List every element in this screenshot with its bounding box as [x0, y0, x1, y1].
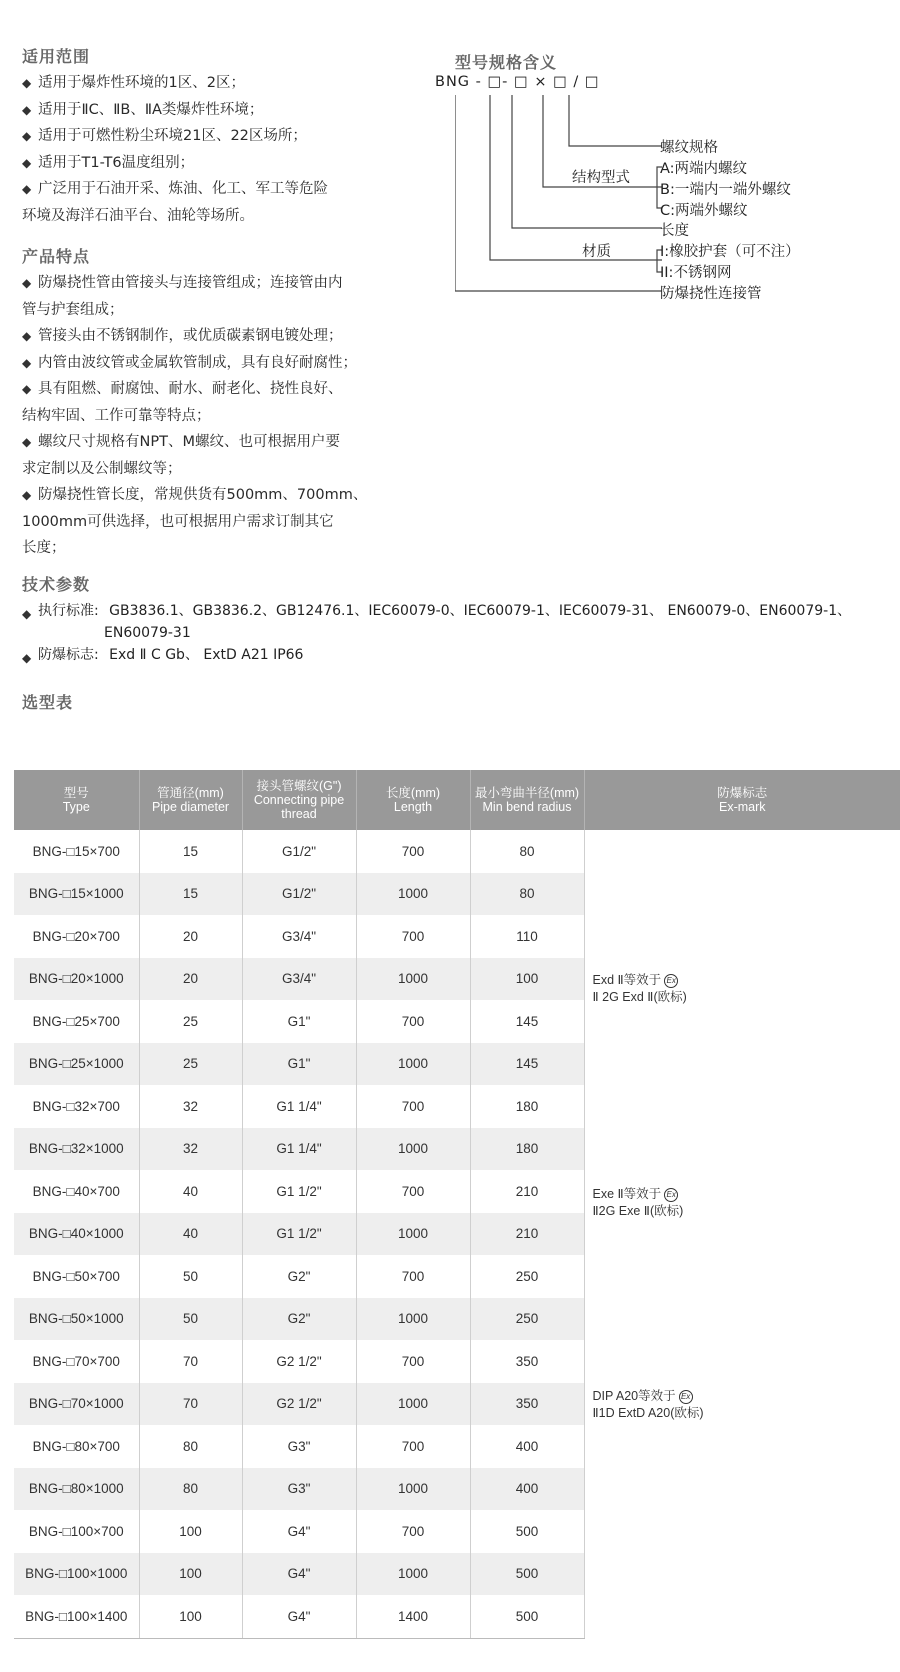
- table-cell: 40: [139, 1170, 242, 1213]
- table-cell: BNG-□50×1000: [14, 1298, 139, 1341]
- scope-list: [22, 70, 422, 229]
- column-header: [14, 770, 139, 830]
- scope-item: [22, 97, 422, 124]
- column-header-cn: 型号: [63, 786, 89, 800]
- column-header-cn: 最小弯曲半径(mm): [474, 786, 580, 800]
- features-item: [22, 429, 422, 482]
- features-item: [22, 376, 422, 429]
- table-cell: 70: [139, 1383, 242, 1426]
- exmark-value: Exd Ⅱ C Gb、 ExtD A21 IP66: [109, 647, 304, 663]
- features-item-line: 长度；: [22, 540, 66, 556]
- table-cell: 700: [356, 1425, 470, 1468]
- table-cell: 15: [139, 873, 242, 916]
- table-cell: G3": [242, 1425, 356, 1468]
- column-header-en: Ex-mark: [718, 800, 766, 814]
- table-cell: BNG-□80×700: [14, 1425, 139, 1468]
- column-header-en: Connecting pipe thread: [253, 793, 345, 821]
- features-item-line: 管与护套组成；: [22, 301, 124, 318]
- table-cell: 700: [356, 1340, 470, 1383]
- ex-symbol-icon: Ex: [679, 1390, 693, 1404]
- table-cell: 50: [139, 1298, 242, 1341]
- table-cell: BNG-□20×1000: [14, 958, 139, 1001]
- table-cell: 20: [139, 915, 242, 958]
- table-cell: 700: [356, 1000, 470, 1043]
- table-header-row: [14, 770, 900, 830]
- table-cell: 80: [470, 830, 584, 873]
- features-item-line: ◆ 防爆挠性管由管接头与连接管组成；连接管由内: [38, 275, 343, 291]
- structure-option-b: B:一端内一端外螺纹: [660, 182, 791, 198]
- features-item-line: ◆ 防爆挠性管长度，常规供货有500mm、700mm、: [38, 487, 368, 503]
- table-cell: 700: [356, 1510, 470, 1553]
- features-item: [22, 270, 422, 323]
- table-cell: G4": [242, 1595, 356, 1638]
- table-cell: 700: [356, 1255, 470, 1298]
- ex-mark-note-line2: Ⅱ2G Exe Ⅱ(欧标): [592, 1204, 684, 1218]
- table-cell: BNG-□100×1400: [14, 1595, 139, 1638]
- scope-item: [22, 123, 422, 150]
- ex-mark-note: [593, 1186, 684, 1220]
- features-item: [22, 350, 422, 377]
- table-cell: BNG-□70×700: [14, 1340, 139, 1383]
- structure-option-c: C:两端外螺纹: [660, 203, 748, 219]
- table-cell: 20: [139, 958, 242, 1001]
- table-cell: 1000: [356, 873, 470, 916]
- features-list: [22, 270, 422, 562]
- standard-row: [22, 600, 851, 622]
- table-cell: 100: [139, 1553, 242, 1596]
- table-cell: 100: [139, 1595, 242, 1638]
- features-item-line: 结构牢固、工作可靠等特点；: [22, 407, 211, 424]
- table-cell: 50: [139, 1255, 242, 1298]
- scope-item-line: ◆ 广泛用于石油开采、炼油、化工、军工等危险: [38, 181, 328, 197]
- features-title: 产品特点: [22, 247, 91, 266]
- table-cell: 500: [470, 1595, 584, 1638]
- table-cell: 250: [470, 1298, 584, 1341]
- table-cell: G2": [242, 1255, 356, 1298]
- thread-spec-label: 螺纹规格: [660, 140, 718, 156]
- table-cell: 145: [470, 1000, 584, 1043]
- table-cell: 210: [470, 1213, 584, 1256]
- table-cell: G2": [242, 1298, 356, 1341]
- table-cell: 700: [356, 830, 470, 873]
- table-cell: G1 1/2": [242, 1213, 356, 1256]
- model-code: BNG - □- □ × □ / □: [435, 74, 600, 90]
- table-cell: G3/4": [242, 958, 356, 1001]
- material-option-1: I:橡胶护套（可不注）: [660, 244, 800, 260]
- product-name: 防爆挠性连接管: [660, 286, 762, 302]
- column-header-cn: 管通径(mm): [157, 786, 224, 800]
- table-cell: 1000: [356, 1213, 470, 1256]
- ex-mark-note-line1: Exd Ⅱ等效于: [592, 973, 662, 987]
- model-diagram: [435, 50, 895, 330]
- table-cell: G4": [242, 1510, 356, 1553]
- column-header-cn: 长度(mm): [385, 786, 441, 800]
- column-header-en: Pipe diameter: [151, 800, 230, 814]
- table-cell: 32: [139, 1128, 242, 1171]
- table-cell: G1/2": [242, 873, 356, 916]
- column-header-cn: 接头管螺纹(G"): [256, 779, 342, 793]
- table-cell: G3/4": [242, 915, 356, 958]
- exmark-label: 防爆标志:: [38, 647, 99, 663]
- table-cell: BNG-□25×700: [14, 1000, 139, 1043]
- table-cell: 1000: [356, 1553, 470, 1596]
- table-cell: 80: [139, 1425, 242, 1468]
- column-header: [356, 770, 470, 830]
- scope-item-line: ◆ 适用于可燃性粉尘环境21区、22区场所；: [38, 128, 307, 144]
- tech-title: 技术参数: [22, 575, 91, 594]
- column-header: [584, 770, 900, 830]
- table-cell: 1000: [356, 1383, 470, 1426]
- features-item: [22, 323, 422, 350]
- table-cell: BNG-□100×700: [14, 1510, 139, 1553]
- features-item-line: 求定制以及公制螺纹等；: [22, 460, 182, 477]
- features-item: [22, 482, 422, 562]
- selection-table: [14, 770, 900, 1639]
- column-header: [242, 770, 356, 830]
- model-title: 型号规格含义: [455, 53, 558, 72]
- ex-mark-note-line2: Ⅱ1D ExtD A20(欧标): [592, 1406, 704, 1420]
- table-cell: 400: [470, 1425, 584, 1468]
- table-cell: G1/2": [242, 830, 356, 873]
- column-header-en: Min bend radius: [482, 800, 572, 814]
- scope-item: [22, 70, 422, 97]
- table-cell: BNG-□20×700: [14, 915, 139, 958]
- ex-mark-note: [593, 972, 687, 1006]
- table-cell: 100: [470, 958, 584, 1001]
- scope-item: [22, 150, 422, 177]
- ex-symbol-icon: Ex: [664, 974, 678, 988]
- table-cell: 80: [470, 873, 584, 916]
- column-header-en: Length: [393, 800, 433, 814]
- table-cell: 250: [470, 1255, 584, 1298]
- material-option-2: II:不锈钢网: [660, 265, 732, 281]
- table-cell: 1000: [356, 1468, 470, 1511]
- features-item-line: 1000mm可供选择，也可根据用户需求订制其它: [22, 513, 334, 530]
- standard-value: GB3836.1、GB3836.2、GB12476.1、IEC60079-0、IEC60079-1、IEC60079-31、 EN60079-0、EN60079-1、: [109, 603, 852, 619]
- scope-item-line: 环境及海洋石油平台、油轮等场所。: [22, 207, 254, 224]
- features-item-line: ◆ 内管由波纹管或金属软管制成，具有良好耐腐性；: [38, 354, 357, 371]
- scope-item-line: ◆ 适用于T1-T6温度组别；: [38, 154, 195, 171]
- table-cell: 25: [139, 1000, 242, 1043]
- table-cell: 1400: [356, 1595, 470, 1638]
- features-item-line: ◆ 螺纹尺寸规格有NPT、M螺纹、也可根据用户要: [38, 434, 340, 450]
- table-cell: G2 1/2": [242, 1340, 356, 1383]
- table-cell: 110: [470, 915, 584, 958]
- table-cell: BNG-□25×1000: [14, 1043, 139, 1086]
- table-cell: G1": [242, 1000, 356, 1043]
- table-row: [14, 830, 900, 873]
- ex-mark-note-line1: DIP A20等效于: [592, 1389, 676, 1403]
- structure-label: 结构型式: [572, 170, 630, 186]
- length-label: 长度: [660, 223, 689, 239]
- column-header-cn: 防爆标志: [717, 786, 768, 800]
- table-cell: 1000: [356, 1043, 470, 1086]
- table-cell: BNG-□40×1000: [14, 1213, 139, 1256]
- ex-mark-cell: [584, 830, 900, 1638]
- table-cell: 180: [470, 1128, 584, 1171]
- table-cell: BNG-□50×700: [14, 1255, 139, 1298]
- scope-item: [22, 176, 422, 229]
- standard-row-2: [104, 622, 191, 644]
- table-cell: G1 1/4": [242, 1128, 356, 1171]
- ex-mark-note: [593, 1388, 704, 1422]
- table-cell: 15: [139, 830, 242, 873]
- table-cell: 500: [470, 1510, 584, 1553]
- table-cell: G1 1/4": [242, 1085, 356, 1128]
- table-cell: 1000: [356, 958, 470, 1001]
- ex-mark-note-line2: Ⅱ 2G Exd Ⅱ(欧标): [592, 990, 687, 1004]
- table-cell: BNG-□15×700: [14, 830, 139, 873]
- table-cell: 700: [356, 1170, 470, 1213]
- ex-mark-note-line1: Exe Ⅱ等效于: [592, 1187, 662, 1201]
- table-cell: 40: [139, 1213, 242, 1256]
- table-cell: 70: [139, 1340, 242, 1383]
- table-cell: 25: [139, 1043, 242, 1086]
- structure-option-a: A:两端内螺纹: [660, 161, 748, 177]
- table-cell: 700: [356, 915, 470, 958]
- standard-value-2: EN60079-31: [104, 625, 191, 641]
- table-cell: 180: [470, 1085, 584, 1128]
- table-cell: G2 1/2": [242, 1383, 356, 1426]
- scope-item-line: ◆ 适用于爆炸性环境的1区、2区；: [38, 75, 245, 91]
- ex-symbol-icon: Ex: [664, 1188, 678, 1202]
- table-cell: 80: [139, 1468, 242, 1511]
- standard-bullet: [22, 603, 99, 619]
- column-header: [139, 770, 242, 830]
- features-item-line: ◆ 具有阻燃、耐腐蚀、耐水、耐老化、挠性良好、: [38, 381, 343, 397]
- table-cell: G1 1/2": [242, 1170, 356, 1213]
- table-cell: BNG-□15×1000: [14, 873, 139, 916]
- table-cell: G1": [242, 1043, 356, 1086]
- scope-item-line: ◆ 适用于ⅡC、ⅡB、ⅡA类爆炸性环境；: [38, 101, 264, 118]
- column-header-en: Type: [62, 800, 90, 814]
- table-cell: 210: [470, 1170, 584, 1213]
- table-cell: 145: [470, 1043, 584, 1086]
- table-cell: BNG-□70×1000: [14, 1383, 139, 1426]
- table-cell: G3": [242, 1468, 356, 1511]
- standard-label: 执行标准:: [38, 603, 99, 619]
- table-cell: BNG-□40×700: [14, 1170, 139, 1213]
- exmark-bullet: [22, 647, 99, 663]
- table-cell: BNG-□32×1000: [14, 1128, 139, 1171]
- table-cell: 1000: [356, 1128, 470, 1171]
- column-header: [470, 770, 584, 830]
- exmark-row: [22, 644, 303, 666]
- material-label: 材质: [582, 244, 611, 260]
- table-cell: 700: [356, 1085, 470, 1128]
- table-cell: 350: [470, 1340, 584, 1383]
- table-cell: 350: [470, 1383, 584, 1426]
- table-cell: 32: [139, 1085, 242, 1128]
- table-cell: 500: [470, 1553, 584, 1596]
- features-item-line: ◆ 管接头由不锈钢制作，或优质碳素钢电镀处理；: [38, 328, 343, 344]
- selection-title: 选型表: [22, 693, 74, 712]
- table-cell: 100: [139, 1510, 242, 1553]
- table-cell: BNG-□80×1000: [14, 1468, 139, 1511]
- table-cell: 1000: [356, 1298, 470, 1341]
- table-cell: G4": [242, 1553, 356, 1596]
- table-cell: 400: [470, 1468, 584, 1511]
- table-cell: BNG-□100×1000: [14, 1553, 139, 1596]
- scope-title: 适用范围: [22, 47, 91, 66]
- table-cell: BNG-□32×700: [14, 1085, 139, 1128]
